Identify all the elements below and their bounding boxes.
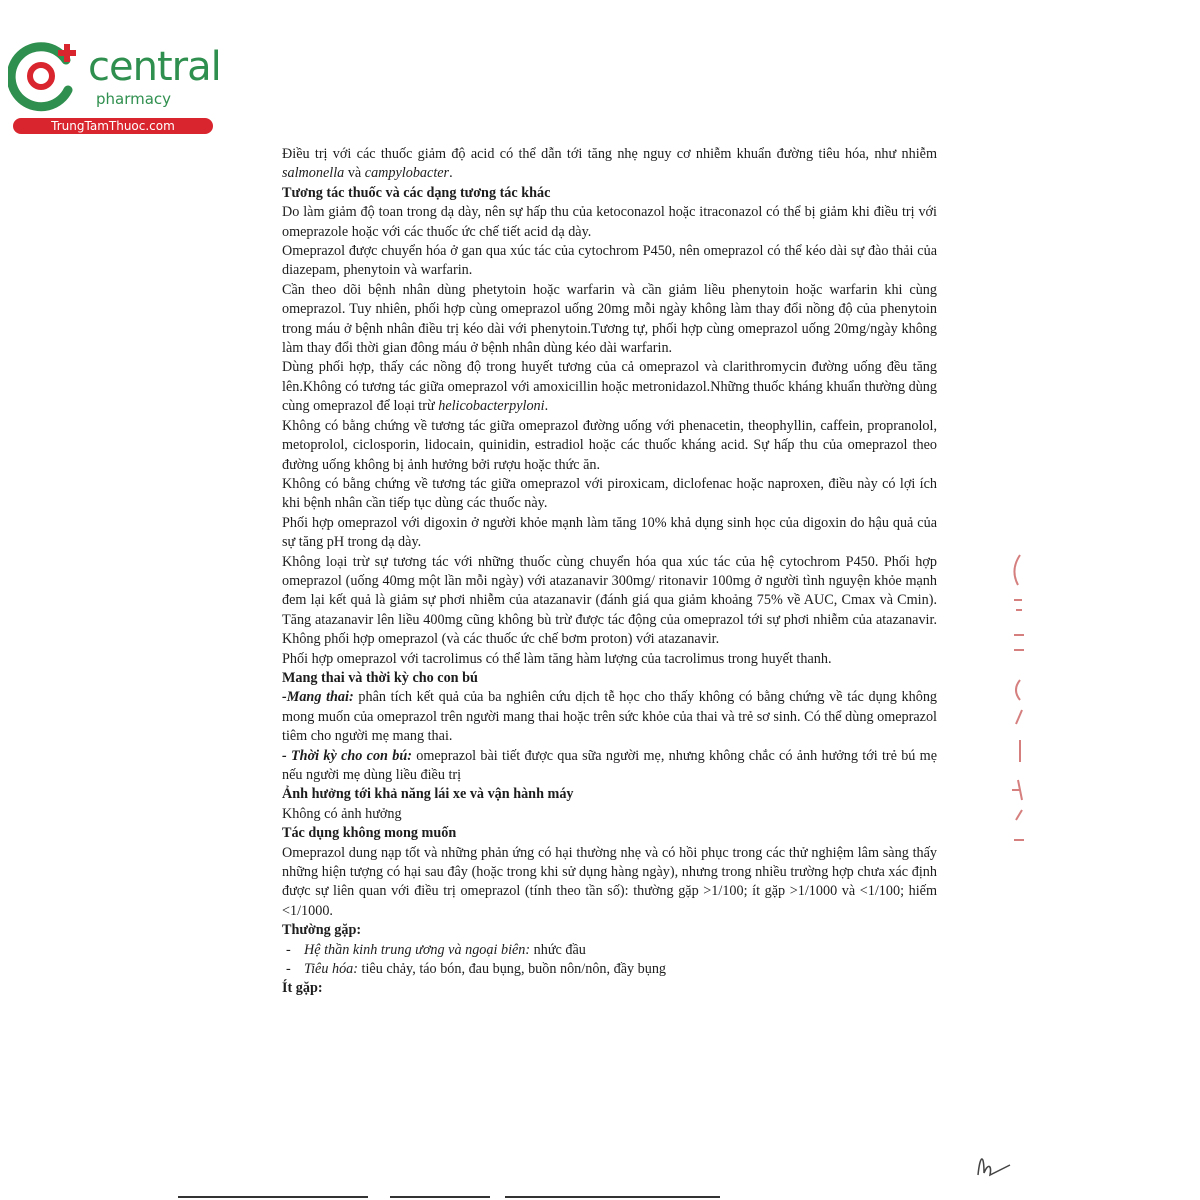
paragraph: Do làm giảm độ toan trong dạ dày, nên sự hấp thu của ketoconazol hoặc itraconazol có thể bị giảm khi điều trị với omeprazole hoặc với các thuốc ức chế tiết acid dạ dày. (282, 204, 937, 240)
list-item: - Tiêu hóa: tiêu chảy, táo bón, đau bụng, buồn nôn/nôn, đầy bụng (282, 960, 937, 979)
paragraph: Omeprazol dung nạp tốt và những phản ứng có hại thường nhẹ và có hồi phục trong các thử nghiệm lâm sàng thấy những hiện tượng có hại sau đây (hoặc trong khi sử dụng hàng ngày), nhưng trong nhiều trường hợp chưa xác định được sự liên quan với điều trị omeprazol (tính theo tần số): thường gặp >1/100; ít gặp >1/1000 và <1/100; hiếm <1/1000. (282, 844, 937, 919)
signature-icon (970, 1145, 1020, 1185)
paragraph: Cần theo dõi bệnh nhân dùng phetytoin hoặc warfarin và cần giảm liều phenytoin hoặc warfarin khi cùng omeprazol. Tuy nhiên, phối hợp cùng omeprazol uống 20mg mỗi ngày không làm thay đổi nồng độ của phenytoin trong máu ở bệnh nhân điều trị kéo dài với phenytoin.Tương tự, phối hợp cùng omeprazol uống 20mg/ngày không làm thay đổi thời gian đông máu ở bệnh nhân dùng kéo dài warfarin. (282, 281, 937, 357)
section-heading: Ít gặp: (282, 980, 323, 997)
paragraph: Điều trị với các thuốc giảm độ acid có thể dẫn tới tăng nhẹ nguy cơ nhiễm khuẩn đường tiêu hóa, như nhiễm salmonella và campylobacter. (282, 146, 937, 182)
paragraph: Phối hợp omeprazol với tacrolimus có thể làm tăng hàm lượng của tacrolimus trong huyết thanh. (282, 650, 832, 667)
section-heading: Tác dụng không mong muốn (282, 825, 457, 842)
section-heading: Mang thai và thời kỳ cho con bú (282, 669, 478, 686)
divider (390, 1196, 490, 1198)
section-heading: Tương tác thuốc và các dạng tương tác khác (282, 184, 551, 201)
logo-name: central (88, 44, 221, 90)
red-stamp-icon (990, 540, 1030, 870)
section-heading: Thường gặp: (282, 922, 362, 939)
logo-url: TrungTamThuoc.com (13, 118, 213, 134)
divider (505, 1196, 720, 1198)
logo-sub: pharmacy (96, 90, 172, 108)
paragraph: Omeprazol được chuyển hóa ở gan qua xúc tác của cytochrom P450, nên omeprazol có thể kéo dài sự đào thải của diazepam, phenytoin và warfarin. (282, 243, 937, 279)
list-item: - Hệ thần kinh trung ương và ngoại biên: nhức đầu (282, 941, 937, 960)
paragraph: - Thời kỳ cho con bú: omeprazol bài tiết được qua sữa người mẹ, nhưng không chắc có ảnh hưởng tới trẻ bú mẹ nếu người mẹ dùng liều điều trị (282, 747, 938, 783)
paragraph: -Mang thai: phân tích kết quả của ba nghiên cứu dịch tễ học cho thấy không có bằng chứng về tác dụng không mong muốn của omeprazol trên người mang thai hoặc trên sức khỏe của thai và trẻ sơ sinh. Có thể dùng omeprazol tiêm cho người mẹ mang thai. (282, 689, 938, 745)
paragraph: Không loại trừ sự tương tác với những thuốc cùng chuyển hóa qua xúc tác của hệ cytochrom P450. Phối hợp omeprazol (uống 40mg một lần mỗi ngày) với atazanavir 300mg/ ritonavir 100mg ở người tình nguyện khỏe mạnh đem lại kết quả là giảm sự phơi nhiễm của atazanavir (đánh giá qua giảm khoảng 75% về AUC, Cmax và Cmin). Tăng atazanavir lên liều 400mg cũng không bù trừ được tác động của omeprazol tới sự phơi nhiễm của atazanavir. Không phối hợp omeprazol (và các thuốc ức chế bơm proton) với atazanavir. (282, 553, 937, 648)
section-heading: Ảnh hưởng tới khả năng lái xe và vận hành máy (282, 786, 574, 803)
paragraph: Không có bằng chứng về tương tác giữa omeprazol với piroxicam, diclofenac hoặc naproxen, điều này có lợi ích khi bệnh nhân cần tiếp tục dùng các thuốc này. (282, 475, 937, 512)
divider (178, 1196, 368, 1198)
paragraph: Dùng phối hợp, thấy các nồng độ trong huyết tương của cả omeprazol và clarithromycin đường uống đều tăng lên.Không có tương tác giữa omeprazol với amoxicillin hoặc metronidazol.Những thuốc kháng khuẩn thường dùng cùng omeprazol để loại trừ helicobacterpyloni. (282, 359, 937, 415)
paragraph: Phối hợp omeprazol với digoxin ở người khỏe mạnh làm tăng 10% khả dụng sinh học của digoxin do hậu quả của sự tăng pH trong dạ dày. (282, 514, 937, 551)
central-pharmacy-logo-icon (8, 38, 88, 114)
paragraph: Không có ảnh hưởng (282, 805, 402, 822)
document-body (282, 145, 937, 999)
paragraph: Không có bằng chứng về tương tác giữa omeprazol đường uống với phenacetin, theophyllin, caffein, propranolol, metoprolol, ciclosporin, lidocain, quinidin, estradiol hoặc các thuốc kháng acid. Sự hấp thu của omeprazol theo đường uống không bị ảnh hưởng bởi rượu hoặc thức ăn. (282, 417, 937, 473)
pharmacy-logo (8, 38, 223, 138)
